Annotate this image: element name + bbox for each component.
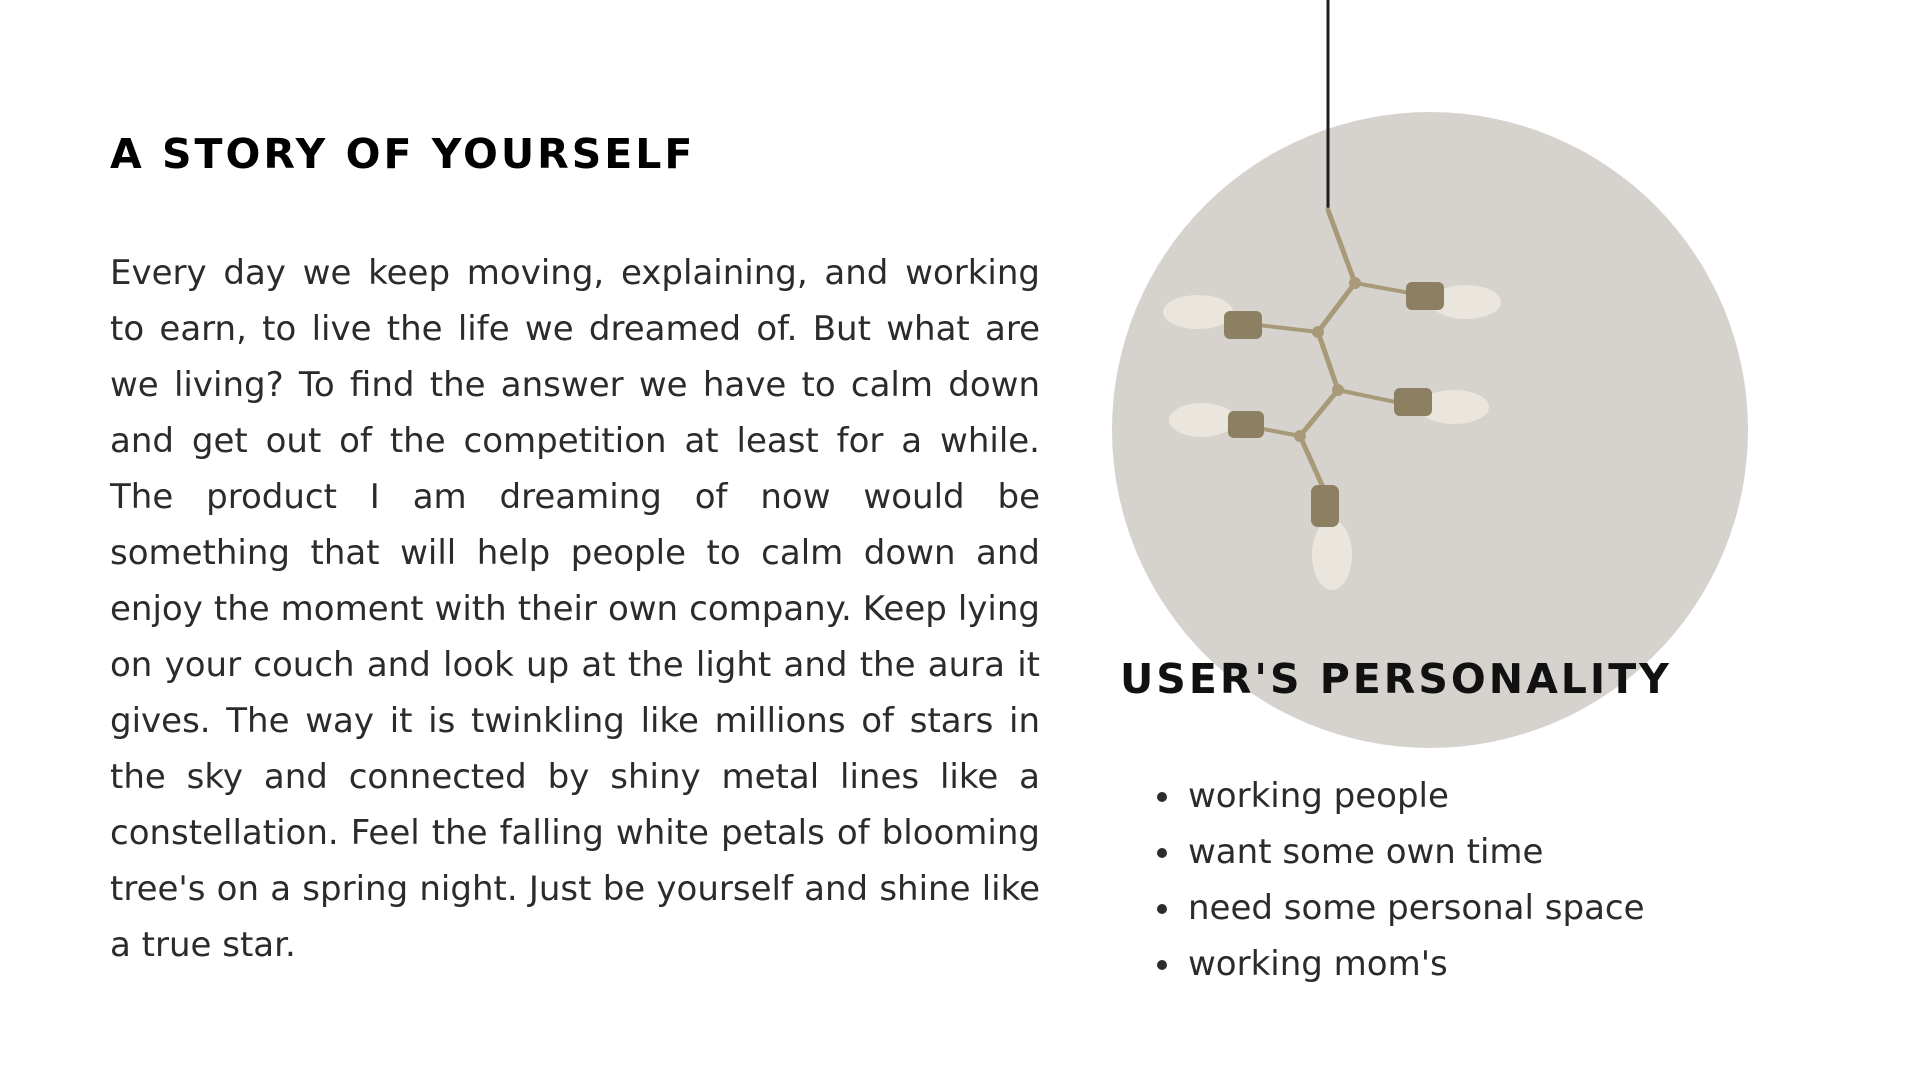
personality-title: USER'S PERSONALITY: [1120, 655, 1672, 703]
list-item: • working mom's: [1184, 936, 1645, 992]
story-paragraph: Every day we keep moving, explaining, and working to earn, to live the life we dreamed of. But what are we living? To find the answer we have to calm down and get out of the competition at least for a while. The product I am dreaming of now would be something that will help people to calm down and enjoy the moment with their own company. Keep lying on your couch and look up at the light and the aura it gives. The way it is twinkling like millions of stars in the sky and connected by shiny metal lines like a constellation. Feel the falling white petals of blooming tree's on a spring night. Just be yourself and shine like a true star.: [110, 253, 1040, 965]
list-item: • need some personal space: [1184, 880, 1645, 936]
list-item: • want some own time: [1184, 824, 1645, 880]
list-item: • working people: [1184, 768, 1645, 824]
pendant-lamp-image: [1110, 0, 1760, 760]
personality-list: [1150, 768, 1645, 992]
story-title: A STORY OF YOURSELF: [110, 130, 696, 178]
